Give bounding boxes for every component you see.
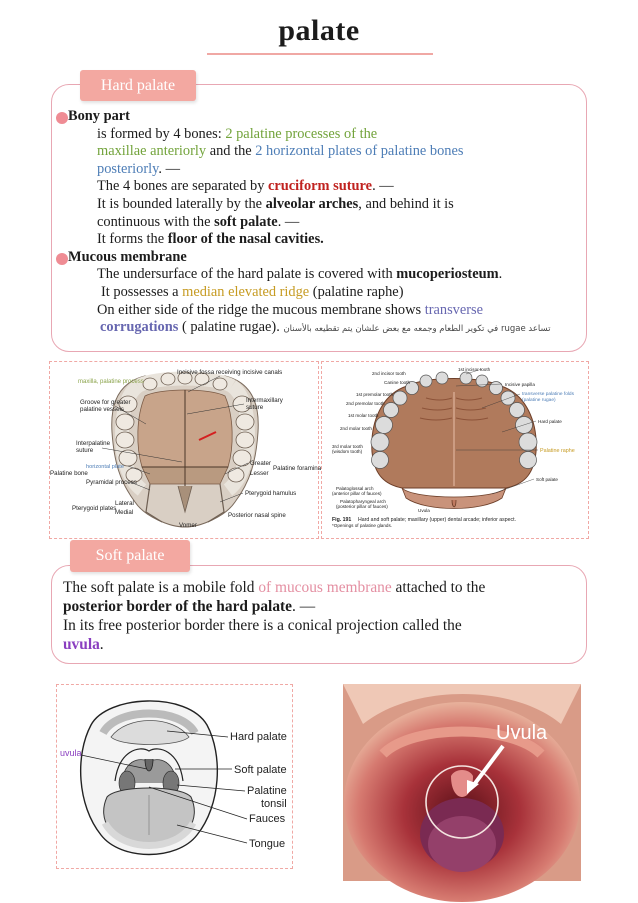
bullet-dot: [56, 253, 68, 265]
label-incisor2: 2nd incisor tooth: [372, 371, 406, 376]
svg-text:(palatine rugae): (palatine rugae): [522, 398, 556, 403]
bony-part-heading: Bony part: [68, 108, 588, 126]
label-maxilla: maxilla, palatine process: [78, 379, 144, 385]
arabic-note: تساعد rugae في تكوير الطعام وجمعه مع بعض علشان يتم تقطيعه بالأسنان: [283, 324, 551, 335]
label-tongue: Tongue: [249, 838, 286, 850]
mucous-line-2: It possesses a median elevated ridge (palatine raphe): [101, 283, 404, 300]
label-soft-palate-right: Soft palate: [536, 477, 558, 482]
svg-text:palatine vessels: palatine vessels: [80, 406, 125, 413]
bony-line-2: maxillae anteriorly and the 2 horizontal plates of palatine bones: [97, 143, 464, 160]
label-posterior-nasal-spine: Posterior nasal spine: [228, 512, 286, 519]
label-molar3: 3rd molar tooth: [332, 444, 363, 449]
soft-palate-text: [63, 578, 593, 654]
hard-palate-text: [68, 108, 588, 339]
label-molar1: 1st molar tooth: [348, 413, 379, 418]
svg-text:(wisdom tooth): (wisdom tooth): [332, 449, 363, 454]
label-fauces: Fauces: [249, 813, 286, 825]
label-canine: Canine tooth: [384, 380, 411, 385]
oral-palate-figure: [322, 362, 586, 536]
caption-fig: Fig. 191: [332, 517, 352, 523]
label-medial: Medial: [115, 509, 134, 516]
svg-text:(anterior pillar of fauces): (anterior pillar of fauces): [332, 491, 382, 496]
label-incisive-fossa: Incisive fossa receiving incisive canals: [177, 369, 283, 376]
label-transverse-folds: transverse palatine folds: [522, 392, 574, 397]
mucous-heading: Mucous membrane: [68, 249, 588, 267]
label-incisive-papilla: Incisive papilla: [505, 382, 535, 387]
soft-line-2: posterior border of the hard palate. —: [63, 598, 316, 615]
bony-line-5: It is bounded laterally by the alveolar arches, and behind it is: [97, 195, 454, 212]
svg-text:(posterior pillar of fauces): (posterior pillar of fauces): [336, 504, 388, 509]
soft-line-4: uvula.: [63, 636, 104, 653]
mucous-line-3: On either side of the ridge the mucous membrane shows transverse: [97, 301, 484, 318]
label-palatopharyngeal: Palatopharyngeal arch: [340, 499, 386, 504]
uvula-photo: [343, 684, 581, 881]
label-horizontal-plate: horizontal plate: [86, 464, 124, 470]
label-palatoglossal: Palatoglossal arch: [336, 486, 374, 491]
mucous-line-1: The undersurface of the hard palate is covered with mucoperiosteum.: [97, 266, 503, 283]
title-underline: [207, 53, 433, 55]
label-groove: Groove for greater: [80, 399, 131, 406]
label-soft-palate-mouth: Soft palate: [234, 764, 287, 776]
label-pterygoid-hamulus: Pterygoid hamulus: [245, 490, 297, 497]
label-palatine-raphe: Palatine raphe: [540, 448, 575, 454]
bony-line-7: It forms the floor of the nasal cavities.: [97, 231, 324, 248]
label-premolar2: 2nd premolar tooth: [346, 401, 385, 406]
svg-text:suture: suture: [76, 447, 94, 454]
soft-line-1: The soft palate is a mobile fold of mucous membrane attached to the: [63, 579, 486, 596]
label-tonsil: tonsil: [261, 798, 287, 810]
label-vomer: Vomer: [179, 522, 197, 529]
label-uvula-photo: Uvula: [496, 722, 548, 744]
soft-palate-tab: Soft palate: [70, 540, 190, 572]
bony-palate-figure: [50, 362, 322, 536]
label-intermaxillary: Intermaxillary: [246, 397, 283, 404]
bullet-dot: [56, 112, 68, 124]
label-uvula-right: Uvula: [418, 508, 430, 513]
bony-line-6: continuous with the soft palate. —: [97, 213, 300, 230]
bony-line-3: posteriorly. —: [97, 160, 181, 177]
label-hard-palate-mouth: Hard palate: [230, 731, 287, 743]
label-pterygoid-plates: Pterygoid plates: [72, 505, 117, 512]
hard-palate-tab: Hard palate: [80, 70, 196, 101]
label-molar2: 2nd molar tooth: [340, 426, 372, 431]
label-pyramidal: Pyramidal process: [86, 479, 137, 486]
label-palatine-bone: Palatine bone: [50, 470, 88, 477]
label-hard-palate-right: Hard palate: [538, 419, 562, 424]
label-lesser: Lesser: [250, 470, 269, 477]
label-incisor1: 1st incisor tooth: [458, 367, 491, 372]
svg-text:suture: suture: [246, 404, 264, 411]
soft-line-3: In its free posterior border there is a conical projection called the: [63, 617, 462, 634]
label-uvula-mouth: uvula: [60, 748, 82, 758]
caption-text: Hard and soft palate; maxillary (upper) dental arcade; inferior aspect.: [358, 517, 517, 523]
bony-line-4: The 4 bones are separated by cruciform suture. —: [97, 178, 394, 195]
page-title: palate: [278, 14, 360, 47]
label-premolar1: 1st premolar tooth: [356, 392, 394, 397]
label-palatine-foramina: Palatine foramina: [273, 465, 322, 472]
caption-note: *Openings of palatine glands.: [332, 523, 393, 528]
label-palatine: Palatine: [247, 785, 287, 797]
label-interpalatine: Interpalatine: [76, 440, 111, 447]
label-greater: Greater: [250, 460, 271, 467]
mucous-line-4: corrugations ( palatine rugae). تساعد rugae في تكوير الطعام وجمعه مع بعض علشان يتم تقطيعه بالأسنان: [100, 319, 551, 336]
label-lateral: Lateral: [115, 500, 134, 507]
bony-line-1: is formed by 4 bones: 2 palatine processes of the: [97, 125, 378, 142]
mouth-diagram: [57, 685, 290, 866]
